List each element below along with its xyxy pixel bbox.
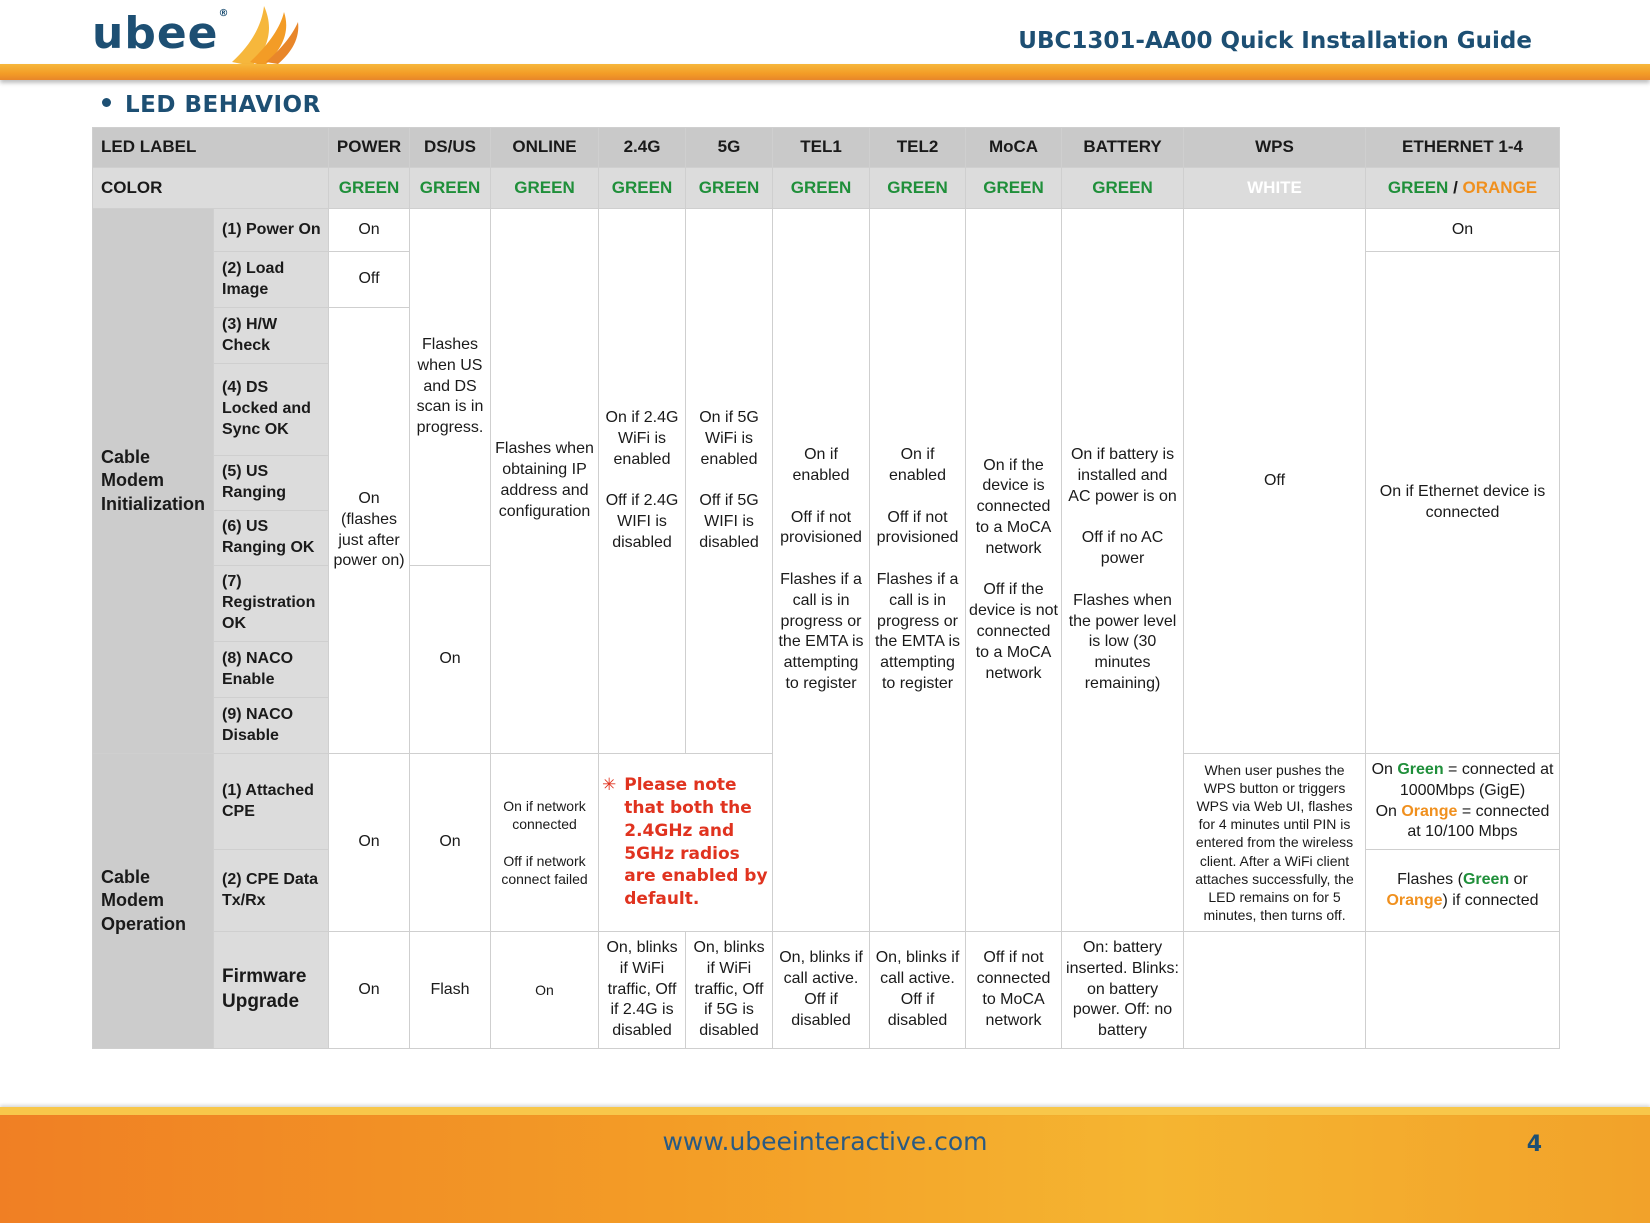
fw-tel1-cell: On, blinks if call active. Off if disabled xyxy=(773,932,870,1049)
color-wps: WHITE xyxy=(1184,168,1366,209)
note-cell xyxy=(599,754,773,932)
step-attached-cpe: (1) Attached CPE xyxy=(214,754,329,850)
bullet-icon xyxy=(102,98,111,107)
ubee-wing-icon xyxy=(222,4,302,68)
document-title: UBC1301-AA00 Quick Installation Guide xyxy=(1018,28,1532,54)
page-footer xyxy=(0,1107,1650,1223)
group-cable-modem-operation: Cable Modem Operation xyxy=(93,754,214,1049)
op-dsus-cell: On xyxy=(410,754,491,932)
color-label: COLOR xyxy=(93,168,329,209)
header-tel1: TEL1 xyxy=(773,128,870,168)
footer-url[interactable]: www.ubeeinteractive.com xyxy=(662,1127,988,1156)
table-row xyxy=(93,932,1560,1049)
fw-dsus-cell: Flash xyxy=(410,932,491,1049)
wps-op-cell: When user pushes the WPS button or triggers WPS via Web UI, flashes for 4 minutes until PIN is entered from the wireless client. After a WiFi client attaches successfully, the LED remains on for 5 minutes, then turns off. xyxy=(1184,754,1366,932)
fw-moca-cell: Off if not connected to MoCA network xyxy=(966,932,1062,1049)
ubee-logo xyxy=(92,4,292,66)
asterisk-icon: ✳ xyxy=(602,774,617,795)
fw-wps-cell xyxy=(1184,932,1366,1049)
page-header xyxy=(0,0,1650,70)
step-cpe-data: (2) CPE Data Tx/Rx xyxy=(214,850,329,932)
header-wps: WPS xyxy=(1184,128,1366,168)
color-dsus: GREEN xyxy=(410,168,491,209)
header-battery: BATTERY xyxy=(1062,128,1184,168)
tel2-cell: On if enabled Off if not provisioned Flashes if a call is in progress or the EMTA is attempting to register xyxy=(870,209,966,932)
battery-cell: On if battery is installed and AC power is on Off if no AC power Flashes when the power level is low (30 minutes remaining) xyxy=(1062,209,1184,932)
step-registration-ok: (7) Registration OK xyxy=(214,566,329,642)
op-power-cell: On xyxy=(329,754,410,932)
default-radios-note xyxy=(602,774,769,912)
color-battery: GREEN xyxy=(1062,168,1184,209)
fw-power-cell: On xyxy=(329,932,410,1049)
eth-attached-cell: On Green = connected at 1000Mbps (GigE) On Orange = connected at 10/100 Mbps xyxy=(1366,754,1560,850)
header-ethernet: ETHERNET 1-4 xyxy=(1366,128,1560,168)
op-online-cell: On if network connected Off if network connect failed xyxy=(491,754,599,932)
fw-online-cell: On xyxy=(491,932,599,1049)
header-2-4g: 2.4G xyxy=(599,128,686,168)
fw-eth-cell xyxy=(1366,932,1560,1049)
header-5g: 5G xyxy=(686,128,773,168)
fw-g24-cell: On, blinks if WiFi traffic, Off if 2.4G is disabled xyxy=(599,932,686,1049)
footer-stripe xyxy=(0,1107,1650,1115)
online-flash-cell: Flashes when obtaining IP address and configuration xyxy=(491,209,599,754)
logo-wordmark: ubee® xyxy=(92,8,230,59)
color-moca: GREEN xyxy=(966,168,1062,209)
page-number: 4 xyxy=(1526,1132,1542,1157)
power-flash-cell: On (flashes just after power on) xyxy=(329,308,410,754)
color-online: GREEN xyxy=(491,168,599,209)
step-hw-check: (3) H/W Check xyxy=(214,308,329,364)
fw-g5-cell: On, blinks if WiFi traffic, Off if 5G is disabled xyxy=(686,932,773,1049)
table-row xyxy=(93,209,1560,252)
g24-init-cell: On if 2.4G WiFi is enabled Off if 2.4G WIFI is disabled xyxy=(599,209,686,754)
step-load-image: (2) Load Image xyxy=(214,252,329,308)
eth-data-cell: Flashes (Green or Orange) if connected xyxy=(1366,850,1560,932)
header-online: ONLINE xyxy=(491,128,599,168)
step-naco-disable: (9) NACO Disable xyxy=(214,698,329,754)
note-text: Please note that both the 2.4GHz and 5GHz radios are enabled by default. xyxy=(624,774,768,910)
header-led-label: LED LABEL xyxy=(93,128,329,168)
wps-off-cell: Off xyxy=(1184,209,1366,754)
dsus-on-cell: On xyxy=(410,566,491,754)
dsus-flash-cell: Flashes when US and DS scan is in progress. xyxy=(410,209,491,566)
step-ds-locked: (4) DS Locked and Sync OK xyxy=(214,364,329,456)
section-title: LED BEHAVIOR xyxy=(102,92,321,118)
eth-on-cell: On xyxy=(1366,209,1560,252)
led-behavior-table xyxy=(92,127,1560,1049)
moca-cell: On if the device is connected to a MoCA network Off if the device is not connected to a MoCA network xyxy=(966,209,1062,932)
color-5g: GREEN xyxy=(686,168,773,209)
power-off-cell: Off xyxy=(329,252,410,308)
step-us-ranging-ok: (6) US Ranging OK xyxy=(214,511,329,566)
color-tel2: GREEN xyxy=(870,168,966,209)
step-us-ranging: (5) US Ranging xyxy=(214,456,329,511)
fw-tel2-cell: On, blinks if call active. Off if disabled xyxy=(870,932,966,1049)
color-tel1: GREEN xyxy=(773,168,870,209)
table-header-row xyxy=(93,128,1560,168)
color-power: GREEN xyxy=(329,168,410,209)
tel1-cell: On if enabled Off if not provisioned Flashes if a call is in progress or the EMTA is attempting to register xyxy=(773,209,870,932)
header-dsus: DS/US xyxy=(410,128,491,168)
fw-battery-cell: On: battery inserted. Blinks: on battery power. Off: no battery xyxy=(1062,932,1184,1049)
power-on-cell: On xyxy=(329,209,410,252)
eth-init-cell: On if Ethernet device is connected xyxy=(1366,252,1560,754)
header-moca: MoCA xyxy=(966,128,1062,168)
header-stripe xyxy=(0,64,1650,80)
color-2-4g: GREEN xyxy=(599,168,686,209)
color-ethernet: GREEN / ORANGE xyxy=(1366,168,1560,209)
group-cable-modem-initialization: Cable Modem Initialization xyxy=(93,209,214,754)
step-power-on: (1) Power On xyxy=(214,209,329,252)
step-naco-enable: (8) NACO Enable xyxy=(214,642,329,698)
g5-init-cell: On if 5G WiFi is enabled Off if 5G WIFI is disabled xyxy=(686,209,773,754)
step-firmware-upgrade: Firmware Upgrade xyxy=(214,932,329,1049)
header-power: POWER xyxy=(329,128,410,168)
header-tel2: TEL2 xyxy=(870,128,966,168)
table-color-row xyxy=(93,168,1560,209)
